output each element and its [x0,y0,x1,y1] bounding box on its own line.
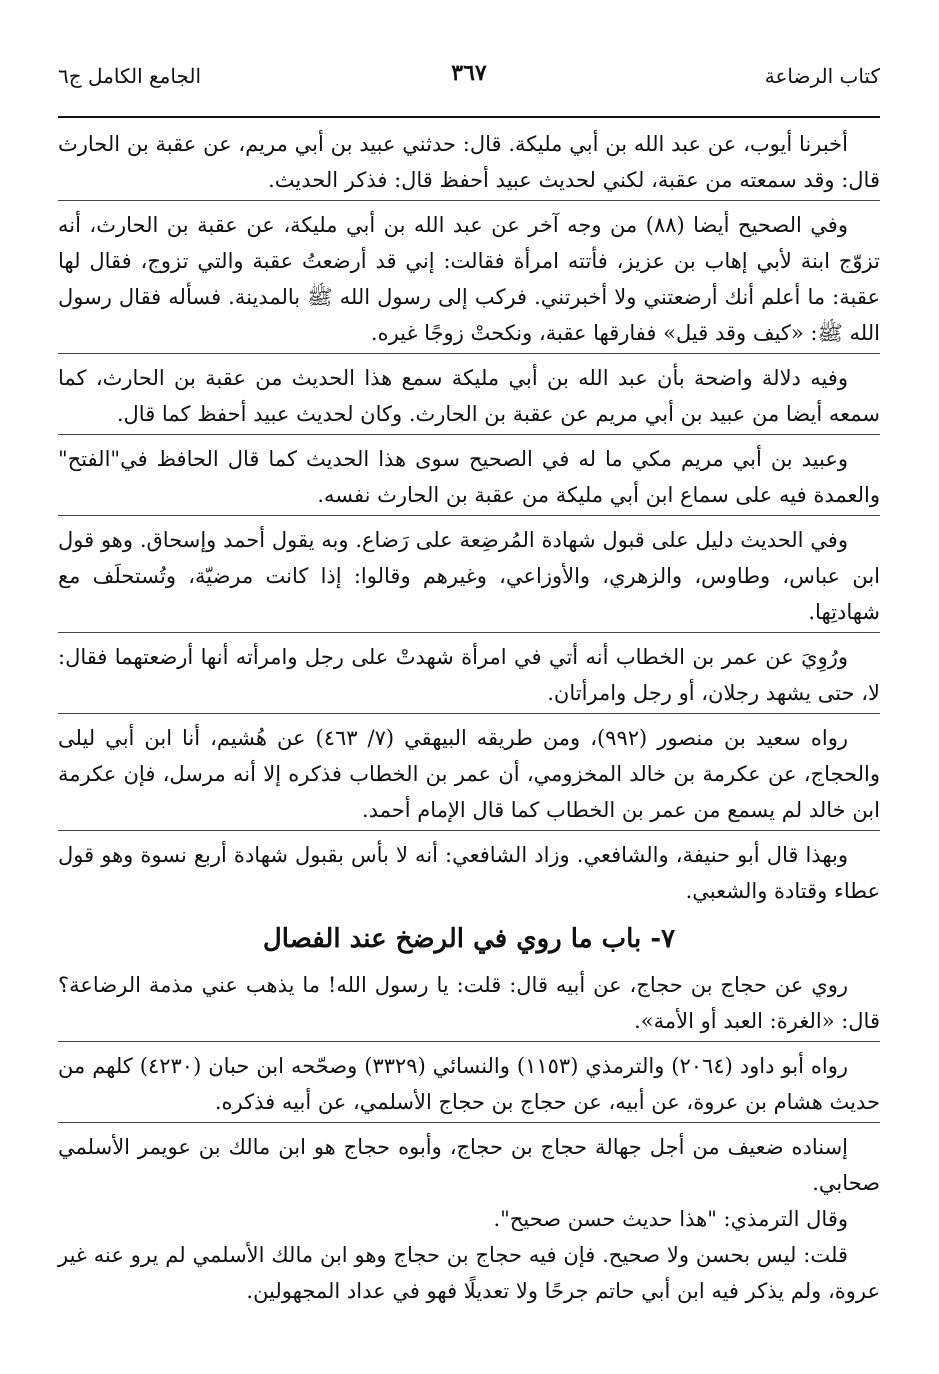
page-number: ٣٦٧ [451,60,487,86]
header-rule [58,116,880,118]
book-title: الجامع الكامل ج٦ [58,64,202,88]
paragraph: وقال الترمذي: "هذا حديث حسن صحيح". [493,1207,848,1231]
paragraph: وفي الصحيح أيضا (٨٨) من وجه آخر عن عبد الله بن أبي مليكة، عن عقبة بن الحارث، أنه تزوّج ابنة لأبي إهاب بن عزيز، فأتته امرأة فقالت: إني قد أرضعتُ عقبة والتي تزوج، فقال لها عقبة: ما أعلم أنك أرضعتني ولا أخبرتني. فركب إلى رسول الله ﷺ بالمدينة. فسأله فقال رسول الله ﷺ: «كيف وقد قيل» ففارقها عقبة، ونكحتْ زوجًا غيره. [58,207,880,354]
paragraph: رواه أبو داود (٢٠٦٤) والترمذي (١١٥٣) والنسائي (٣٣٢٩) وصحّحه ابن حبان (٤٢٣٠) كلهم من حديث هشام بن عروة، عن أبيه، عن حجاج بن حجاج الأسلمي، عن أبيه فذكره. [58,1048,880,1123]
paragraph: رواه سعيد بن منصور (٩٩٢)، ومن طريقه البيهقي (٧/ ٤٦٣) عن هُشيم، أنا ابن أبي ليلى والحجاج، عن عكرمة بن خالد المخزومي، أن عمر بن الخطاب فذكره إلا أنه مرسل، فإن عكرمة ابن خالد لم يسمع من عمر بن الخطاب كما قال الإمام أحمد. [58,720,880,831]
paragraph: روي عن حجاج بن حجاج، عن أبيه قال: قلت: يا رسول الله! ما يذهب عني مذمة الرضاعة؟ قال: «الغرة: العبد أو الأمة». [58,967,880,1042]
paragraph: وعبيد بن أبي مريم مكي ما له في الصحيح سوى هذا الحديث كما قال الحافظ في"الفتح" والعمدة فيه على سماع ابن أبي مليكة من عقبة بن الحارث نفسه. [58,441,880,516]
paragraph: إسناده ضعيف من أجل جهالة حجاج بن حجاج، وأبوه حجاج هو ابن مالك بن عويمر الأسلمي صحابي. [58,1135,880,1195]
page-body [58,126,880,1309]
section-heading: ٧- باب ما روي في الرضخ عند الفصال [262,924,676,954]
paragraph: وفيه دلالة واضحة بأن عبد الله بن أبي مليكة سمع هذا الحديث من عقبة بن الحارث، كما سمعه أيضا من عبيد بن أبي مريم عن عقبة بن الحارث. وكان لحديث عبيد أحفظ كما قال. [58,360,880,435]
chapter-title: كتاب الرضاعة [764,64,880,88]
paragraph: وبهذا قال أبو حنيفة، والشافعي. وزاد الشافعي: أنه لا بأس بقبول شهادة أربع نسوة وهو قول عطاء وقتادة والشعبي. [58,843,880,903]
paragraph: قلت: ليس بحسن ولا صحيح. فإن فيه حجاج بن حجاج وهو ابن مالك الأسلمي لم يرو عنه غير عروة، ولم يذكر فيه ابن أبي حاتم جرحًا ولا تعديلًا فهو في عداد المجهولين. [58,1243,880,1303]
running-header [58,56,880,96]
paragraph: ورُوِيَ عن عمر بن الخطاب أنه أتي في امرأة شهدتْ على رجل وامرأته أنها أرضعتهما فقال: لا، حتى يشهد رجلان، أو رجل وامرأتان. [58,639,880,714]
paragraph: وفي الحديث دليل على قبول شهادة المُرضِعة على رَضاع. وبه يقول أحمد وإسحاق. وهو قول ابن عباس، وطاوس، والزهري، والأوزاعي، وغيرهم وقالوا: إذا كانت مرضيّة، وتُستحلَف مع شهادتِها. [58,522,880,633]
paragraph: أخبرنا أيوب، عن عبد الله بن أبي مليكة. قال: حدثني عبيد بن أبي مريم، عن عقبة بن الحارث قال: وقد سمعته من عقبة، لكني لحديث عبيد أحفظ قال: فذكر الحديث. [58,126,880,201]
